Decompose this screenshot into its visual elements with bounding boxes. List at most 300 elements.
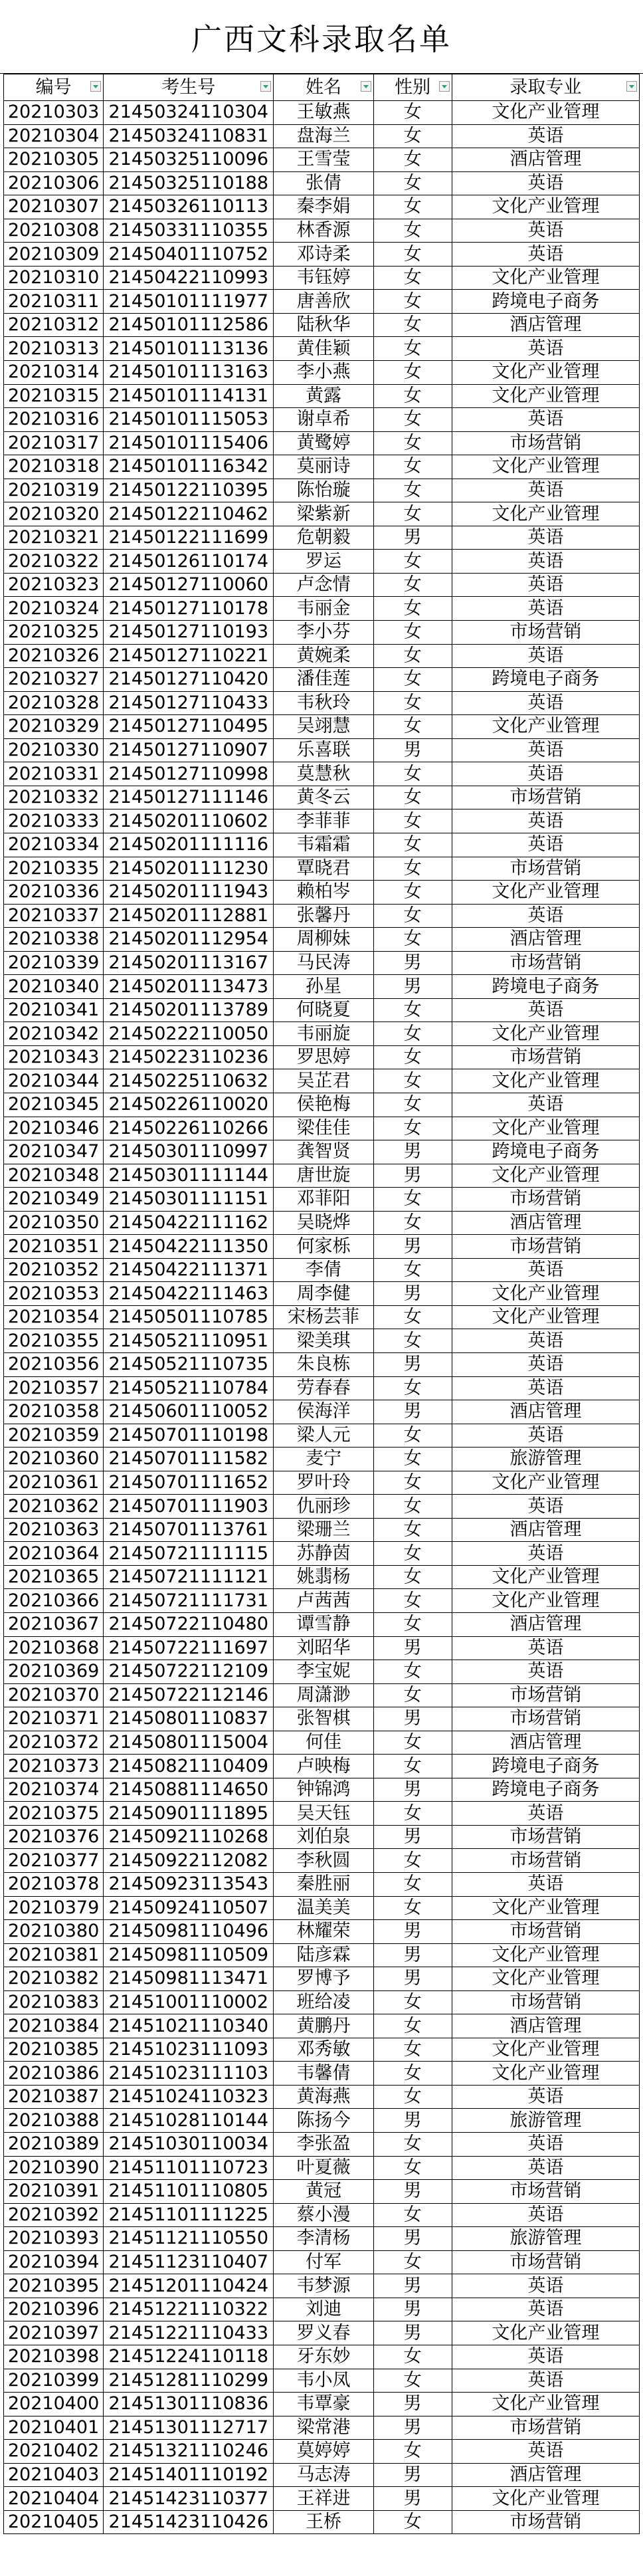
cell-name[interactable]: 韦钰婷 (274, 266, 373, 290)
cell-major[interactable]: 英语 (452, 1873, 639, 1897)
cell-name[interactable]: 王祥进 (274, 2487, 373, 2511)
cell-major[interactable]: 英语 (452, 1542, 639, 1566)
cell-name[interactable]: 张智棋 (274, 1707, 373, 1731)
table-row[interactable] (4, 786, 640, 809)
cell-id[interactable]: 20210395 (4, 2274, 104, 2298)
cell-major[interactable]: 市场营销 (452, 1920, 639, 1944)
cell-gender[interactable]: 男 (373, 1825, 452, 1849)
cell-exam-number[interactable]: 21450101112586 (104, 313, 274, 337)
cell-major[interactable]: 酒店管理 (452, 1731, 639, 1755)
table-row[interactable] (4, 1683, 640, 1707)
table-row[interactable] (4, 502, 640, 526)
table-row[interactable] (4, 1376, 640, 1400)
cell-name[interactable]: 莫婷婷 (274, 2440, 373, 2464)
cell-gender[interactable]: 女 (373, 621, 452, 645)
cell-exam-number[interactable]: 21450127110433 (104, 691, 274, 715)
cell-id[interactable]: 20210362 (4, 1495, 104, 1519)
cell-gender[interactable]: 女 (373, 1045, 452, 1069)
cell-name[interactable]: 周潇渺 (274, 1683, 373, 1707)
cell-id[interactable]: 20210303 (4, 101, 104, 125)
cell-major[interactable]: 酒店管理 (452, 1518, 639, 1542)
cell-name[interactable]: 蔡小漫 (274, 2203, 373, 2227)
cell-exam-number[interactable]: 21450422111463 (104, 1282, 274, 1306)
table-row[interactable] (4, 762, 640, 786)
cell-gender[interactable]: 女 (373, 124, 452, 148)
table-row[interactable] (4, 219, 640, 243)
cell-exam-number[interactable]: 21450222110050 (104, 1022, 274, 1046)
table-row[interactable] (4, 1825, 640, 1849)
cell-exam-number[interactable]: 21450801110837 (104, 1707, 274, 1731)
cell-gender[interactable]: 女 (373, 1896, 452, 1920)
table-row[interactable] (4, 1589, 640, 1613)
cell-name[interactable]: 潘佳莲 (274, 668, 373, 692)
cell-major[interactable]: 英语 (452, 2298, 639, 2321)
cell-exam-number[interactable]: 21450301111151 (104, 1188, 274, 1212)
cell-gender[interactable]: 女 (373, 2250, 452, 2274)
cell-major[interactable]: 文化产业管理 (452, 1896, 639, 1920)
cell-gender[interactable]: 男 (373, 975, 452, 999)
cell-major[interactable]: 市场营销 (452, 786, 639, 809)
cell-exam-number[interactable]: 21450201113473 (104, 975, 274, 999)
cell-exam-number[interactable]: 21450201111943 (104, 881, 274, 905)
cell-major[interactable]: 文化产业管理 (452, 2487, 639, 2511)
cell-major[interactable]: 英语 (452, 904, 639, 928)
cell-id[interactable]: 20210325 (4, 621, 104, 645)
cell-exam-number[interactable]: 21450101115053 (104, 408, 274, 432)
cell-id[interactable]: 20210337 (4, 904, 104, 928)
cell-id[interactable]: 20210387 (4, 2085, 104, 2109)
table-row[interactable] (4, 195, 640, 219)
cell-major[interactable]: 文化产业管理 (452, 1305, 639, 1329)
cell-id[interactable]: 20210358 (4, 1400, 104, 1424)
cell-exam-number[interactable]: 21451281110299 (104, 2369, 274, 2393)
cell-id[interactable]: 20210369 (4, 1660, 104, 1684)
cell-name[interactable]: 宋杨芸菲 (274, 1305, 373, 1329)
cell-id[interactable]: 20210401 (4, 2416, 104, 2440)
cell-id[interactable]: 20210351 (4, 1235, 104, 1259)
table-row[interactable] (4, 1352, 640, 1376)
table-row[interactable] (4, 2393, 640, 2416)
cell-id[interactable]: 20210366 (4, 1589, 104, 1613)
cell-id[interactable]: 20210331 (4, 762, 104, 786)
cell-exam-number[interactable]: 21450127110495 (104, 715, 274, 739)
cell-name[interactable]: 朱良栋 (274, 1352, 373, 1376)
cell-exam-number[interactable]: 21451023111093 (104, 2038, 274, 2062)
cell-exam-number[interactable]: 21451301110836 (104, 2393, 274, 2416)
cell-id[interactable]: 20210379 (4, 1896, 104, 1920)
cell-id[interactable]: 20210371 (4, 1707, 104, 1731)
cell-id[interactable]: 20210404 (4, 2487, 104, 2511)
cell-gender[interactable]: 女 (373, 1660, 452, 1684)
cell-id[interactable]: 20210381 (4, 1943, 104, 1967)
cell-exam-number[interactable]: 21450101113163 (104, 361, 274, 385)
cell-name[interactable]: 卢茜茜 (274, 1589, 373, 1613)
cell-id[interactable]: 20210348 (4, 1164, 104, 1188)
cell-id[interactable]: 20210389 (4, 2133, 104, 2157)
cell-gender[interactable]: 女 (373, 644, 452, 668)
cell-exam-number[interactable]: 21450101113136 (104, 337, 274, 361)
cell-gender[interactable]: 女 (373, 1518, 452, 1542)
cell-name[interactable]: 秦胜丽 (274, 1873, 373, 1897)
table-row[interactable] (4, 1920, 640, 1944)
cell-gender[interactable]: 女 (373, 2369, 452, 2393)
table-row[interactable] (4, 1990, 640, 2014)
table-row[interactable] (4, 266, 640, 290)
cell-id[interactable]: 20210339 (4, 951, 104, 975)
cell-name[interactable]: 李小燕 (274, 361, 373, 385)
cell-gender[interactable]: 男 (373, 2487, 452, 2511)
cell-gender[interactable]: 女 (373, 2038, 452, 2062)
cell-name[interactable]: 刘昭华 (274, 1636, 373, 1660)
cell-name[interactable]: 刘迪 (274, 2298, 373, 2321)
cell-name[interactable]: 唐世旋 (274, 1164, 373, 1188)
cell-id[interactable]: 20210308 (4, 219, 104, 243)
cell-exam-number[interactable]: 21450223110236 (104, 1045, 274, 1069)
table-row[interactable] (4, 2062, 640, 2086)
table-row[interactable] (4, 738, 640, 762)
cell-id[interactable]: 20210312 (4, 313, 104, 337)
cell-major[interactable]: 英语 (452, 1636, 639, 1660)
cell-id[interactable]: 20210345 (4, 1093, 104, 1117)
cell-exam-number[interactable]: 21451001110002 (104, 1990, 274, 2014)
cell-gender[interactable]: 女 (373, 148, 452, 172)
cell-name[interactable]: 钟锦鸿 (274, 1778, 373, 1802)
cell-major[interactable]: 文化产业管理 (452, 2062, 639, 2086)
table-row[interactable] (4, 1235, 640, 1259)
cell-major[interactable]: 酒店管理 (452, 928, 639, 952)
cell-gender[interactable]: 男 (373, 1707, 452, 1731)
cell-exam-number[interactable]: 21450901111895 (104, 1802, 274, 1826)
cell-gender[interactable]: 男 (373, 1400, 452, 1424)
cell-exam-number[interactable]: 21450226110020 (104, 1093, 274, 1117)
cell-major[interactable]: 文化产业管理 (452, 1117, 639, 1140)
cell-name[interactable]: 苏静茵 (274, 1542, 373, 1566)
cell-major[interactable]: 跨境电子商务 (452, 975, 639, 999)
cell-id[interactable]: 20210397 (4, 2321, 104, 2345)
cell-id[interactable]: 20210375 (4, 1802, 104, 1826)
cell-exam-number[interactable]: 21450721111121 (104, 1565, 274, 1589)
cell-exam-number[interactable]: 21450701110198 (104, 1424, 274, 1448)
cell-id[interactable]: 20210313 (4, 337, 104, 361)
cell-major[interactable]: 文化产业管理 (452, 1471, 639, 1495)
cell-gender[interactable]: 女 (373, 1069, 452, 1093)
cell-id[interactable]: 20210360 (4, 1448, 104, 1471)
cell-name[interactable]: 秦李娟 (274, 195, 373, 219)
cell-exam-number[interactable]: 21451030110034 (104, 2133, 274, 2157)
table-row[interactable] (4, 101, 640, 125)
cell-major[interactable]: 英语 (452, 738, 639, 762)
cell-gender[interactable]: 女 (373, 171, 452, 195)
table-row[interactable] (4, 1495, 640, 1519)
cell-exam-number[interactable]: 21451121110550 (104, 2227, 274, 2251)
cell-id[interactable]: 20210363 (4, 1518, 104, 1542)
table-row[interactable] (4, 975, 640, 999)
cell-name[interactable]: 李宝妮 (274, 1660, 373, 1684)
table-row[interactable] (4, 2203, 640, 2227)
cell-name[interactable]: 吴晓烨 (274, 1211, 373, 1235)
table-row[interactable] (4, 1471, 640, 1495)
cell-name[interactable]: 韦丽金 (274, 597, 373, 621)
cell-gender[interactable]: 男 (373, 1920, 452, 1944)
cell-gender[interactable]: 男 (373, 951, 452, 975)
cell-id[interactable]: 20210328 (4, 691, 104, 715)
cell-exam-number[interactable]: 21450201111230 (104, 857, 274, 881)
cell-major[interactable]: 市场营销 (452, 2180, 639, 2204)
cell-exam-number[interactable]: 21451101110805 (104, 2180, 274, 2204)
table-row[interactable] (4, 1660, 640, 1684)
table-row[interactable] (4, 2416, 640, 2440)
cell-gender[interactable]: 女 (373, 857, 452, 881)
cell-name[interactable]: 李倩 (274, 1258, 373, 1282)
cell-id[interactable]: 20210405 (4, 2510, 104, 2534)
cell-id[interactable]: 20210378 (4, 1873, 104, 1897)
table-row[interactable] (4, 2369, 640, 2393)
cell-major[interactable]: 市场营销 (452, 1990, 639, 2014)
cell-id[interactable]: 20210346 (4, 1117, 104, 1140)
cell-name[interactable]: 仇丽珍 (274, 1495, 373, 1519)
table-row[interactable] (4, 621, 640, 645)
cell-name[interactable]: 林耀荣 (274, 1920, 373, 1944)
cell-major[interactable]: 市场营销 (452, 2510, 639, 2534)
filter-dropdown-icon[interactable] (439, 81, 450, 92)
cell-exam-number[interactable]: 21450722112109 (104, 1660, 274, 1684)
table-row[interactable] (4, 479, 640, 502)
cell-exam-number[interactable]: 21450331110355 (104, 219, 274, 243)
cell-id[interactable]: 20210319 (4, 479, 104, 502)
cell-major[interactable]: 跨境电子商务 (452, 668, 639, 692)
filter-dropdown-icon[interactable] (260, 81, 271, 92)
cell-name[interactable]: 马民涛 (274, 951, 373, 975)
cell-major[interactable]: 英语 (452, 1258, 639, 1282)
cell-id[interactable]: 20210355 (4, 1329, 104, 1353)
cell-exam-number[interactable]: 21451201110424 (104, 2274, 274, 2298)
cell-name[interactable]: 莫慧秋 (274, 762, 373, 786)
cell-name[interactable]: 吴天钰 (274, 1802, 373, 1826)
cell-id[interactable]: 20210374 (4, 1778, 104, 1802)
cell-exam-number[interactable]: 21450127110221 (104, 644, 274, 668)
cell-gender[interactable]: 女 (373, 2062, 452, 2086)
cell-gender[interactable]: 女 (373, 1471, 452, 1495)
cell-id[interactable]: 20210347 (4, 1140, 104, 1164)
table-row[interactable] (4, 951, 640, 975)
cell-major[interactable]: 英语 (452, 1329, 639, 1353)
cell-exam-number[interactable]: 21450701111582 (104, 1448, 274, 1471)
cell-exam-number[interactable]: 21450325110096 (104, 148, 274, 172)
cell-id[interactable]: 20210370 (4, 1683, 104, 1707)
cell-major[interactable]: 跨境电子商务 (452, 1755, 639, 1778)
cell-major[interactable]: 文化产业管理 (452, 1164, 639, 1188)
cell-major[interactable]: 文化产业管理 (452, 881, 639, 905)
cell-major[interactable]: 酒店管理 (452, 2463, 639, 2487)
cell-exam-number[interactable]: 21450324110831 (104, 124, 274, 148)
cell-gender[interactable]: 男 (373, 1943, 452, 1967)
cell-major[interactable]: 英语 (452, 550, 639, 574)
cell-id[interactable]: 20210338 (4, 928, 104, 952)
table-row[interactable] (4, 290, 640, 314)
cell-name[interactable]: 李清杨 (274, 2227, 373, 2251)
cell-id[interactable]: 20210315 (4, 384, 104, 408)
cell-gender[interactable]: 女 (373, 786, 452, 809)
cell-name[interactable]: 梁佳佳 (274, 1117, 373, 1140)
cell-major[interactable]: 市场营销 (452, 1045, 639, 1069)
cell-gender[interactable]: 女 (373, 1565, 452, 1589)
cell-major[interactable]: 英语 (452, 1495, 639, 1519)
table-row[interactable] (4, 1188, 640, 1212)
cell-id[interactable]: 20210396 (4, 2298, 104, 2321)
cell-id[interactable]: 20210361 (4, 1471, 104, 1495)
cell-exam-number[interactable]: 21450101116342 (104, 455, 274, 479)
cell-gender[interactable]: 女 (373, 243, 452, 267)
filter-dropdown-icon[interactable] (90, 81, 101, 92)
cell-id[interactable]: 20210327 (4, 668, 104, 692)
cell-gender[interactable]: 女 (373, 337, 452, 361)
cell-name[interactable]: 王雪莹 (274, 148, 373, 172)
cell-major[interactable]: 市场营销 (452, 1235, 639, 1259)
cell-gender[interactable]: 女 (373, 2510, 452, 2534)
cell-major[interactable]: 酒店管理 (452, 313, 639, 337)
cell-id[interactable]: 20210322 (4, 550, 104, 574)
cell-name[interactable]: 危朝毅 (274, 526, 373, 550)
table-row[interactable] (4, 2085, 640, 2109)
cell-name[interactable]: 王敏燕 (274, 101, 373, 125)
cell-id[interactable]: 20210377 (4, 1849, 104, 1873)
table-row[interactable] (4, 1755, 640, 1778)
cell-id[interactable]: 20210383 (4, 1990, 104, 2014)
cell-id[interactable]: 20210353 (4, 1282, 104, 1306)
cell-id[interactable]: 20210392 (4, 2203, 104, 2227)
cell-exam-number[interactable]: 21450126110174 (104, 550, 274, 574)
cell-gender[interactable]: 女 (373, 1448, 452, 1471)
table-row[interactable] (4, 2345, 640, 2369)
cell-id[interactable]: 20210307 (4, 195, 104, 219)
cell-id[interactable]: 20210398 (4, 2345, 104, 2369)
cell-exam-number[interactable]: 21450501110785 (104, 1305, 274, 1329)
cell-major[interactable]: 英语 (452, 408, 639, 432)
cell-exam-number[interactable]: 21450924110507 (104, 1896, 274, 1920)
cell-exam-number[interactable]: 21450701111652 (104, 1471, 274, 1495)
cell-name[interactable]: 韦霜霜 (274, 833, 373, 857)
table-row[interactable] (4, 2440, 640, 2464)
cell-id[interactable]: 20210317 (4, 431, 104, 455)
cell-major[interactable]: 市场营销 (452, 1188, 639, 1212)
table-row[interactable] (4, 1424, 640, 1448)
cell-exam-number[interactable]: 21451221110433 (104, 2321, 274, 2345)
cell-gender[interactable]: 女 (373, 266, 452, 290)
cell-exam-number[interactable]: 21450101111977 (104, 290, 274, 314)
cell-id[interactable]: 20210304 (4, 124, 104, 148)
cell-major[interactable]: 文化产业管理 (452, 1943, 639, 1967)
cell-id[interactable]: 20210372 (4, 1731, 104, 1755)
cell-name[interactable]: 黄婉柔 (274, 644, 373, 668)
cell-major[interactable]: 英语 (452, 762, 639, 786)
cell-major[interactable]: 市场营销 (452, 1707, 639, 1731)
cell-name[interactable]: 姚翡杨 (274, 1565, 373, 1589)
cell-gender[interactable]: 女 (373, 1849, 452, 1873)
cell-id[interactable]: 20210335 (4, 857, 104, 881)
table-row[interactable] (4, 668, 640, 692)
cell-gender[interactable]: 男 (373, 1967, 452, 1991)
cell-id[interactable]: 20210309 (4, 243, 104, 267)
cell-id[interactable]: 20210329 (4, 715, 104, 739)
cell-major[interactable]: 文化产业管理 (452, 1069, 639, 1093)
table-row[interactable] (4, 550, 640, 574)
table-row[interactable] (4, 1329, 640, 1353)
cell-name[interactable]: 韦馨倩 (274, 2062, 373, 2086)
cell-name[interactable]: 黄冬云 (274, 786, 373, 809)
cell-exam-number[interactable]: 21450601110052 (104, 1400, 274, 1424)
cell-exam-number[interactable]: 21450722110480 (104, 1613, 274, 1637)
cell-major[interactable]: 旅游管理 (452, 2109, 639, 2133)
cell-name[interactable]: 罗思婷 (274, 1045, 373, 1069)
cell-major[interactable]: 市场营销 (452, 1683, 639, 1707)
cell-exam-number[interactable]: 21450122110462 (104, 502, 274, 526)
cell-gender[interactable]: 男 (373, 2227, 452, 2251)
table-row[interactable] (4, 243, 640, 267)
cell-name[interactable]: 罗博予 (274, 1967, 373, 1991)
cell-major[interactable]: 文化产业管理 (452, 361, 639, 385)
cell-gender[interactable]: 女 (373, 2345, 452, 2369)
cell-id[interactable]: 20210318 (4, 455, 104, 479)
cell-id[interactable]: 20210402 (4, 2440, 104, 2464)
cell-id[interactable]: 20210305 (4, 148, 104, 172)
filter-dropdown-icon[interactable] (361, 81, 371, 92)
table-row[interactable] (4, 171, 640, 195)
cell-gender[interactable]: 女 (373, 550, 452, 574)
cell-name[interactable]: 谢卓希 (274, 408, 373, 432)
cell-gender[interactable]: 女 (373, 290, 452, 314)
cell-major[interactable]: 酒店管理 (452, 2014, 639, 2038)
cell-name[interactable]: 韦丽旋 (274, 1022, 373, 1046)
cell-gender[interactable]: 女 (373, 1188, 452, 1212)
cell-name[interactable]: 周李健 (274, 1282, 373, 1306)
cell-gender[interactable]: 男 (373, 2109, 452, 2133)
cell-exam-number[interactable]: 21450301110997 (104, 1140, 274, 1164)
cell-id[interactable]: 20210341 (4, 998, 104, 1022)
cell-exam-number[interactable]: 21450101114131 (104, 384, 274, 408)
table-row[interactable] (4, 928, 640, 952)
cell-id[interactable]: 20210344 (4, 1069, 104, 1093)
cell-gender[interactable]: 女 (373, 1683, 452, 1707)
cell-gender[interactable]: 女 (373, 833, 452, 857)
cell-exam-number[interactable]: 21450101115406 (104, 431, 274, 455)
cell-id[interactable]: 20210357 (4, 1376, 104, 1400)
table-row[interactable] (4, 1282, 640, 1306)
table-row[interactable] (4, 1258, 640, 1282)
cell-exam-number[interactable]: 21451224110118 (104, 2345, 274, 2369)
cell-major[interactable]: 英语 (452, 2085, 639, 2109)
cell-name[interactable]: 张馨丹 (274, 904, 373, 928)
table-row[interactable] (4, 644, 640, 668)
table-row[interactable] (4, 809, 640, 833)
cell-exam-number[interactable]: 21450981113471 (104, 1967, 274, 1991)
cell-name[interactable]: 罗叶玲 (274, 1471, 373, 1495)
cell-name[interactable]: 邓菲阳 (274, 1188, 373, 1212)
cell-exam-number[interactable]: 21450326110113 (104, 195, 274, 219)
cell-name[interactable]: 谭雪静 (274, 1613, 373, 1637)
table-row[interactable] (4, 573, 640, 597)
table-row[interactable] (4, 1211, 640, 1235)
cell-major[interactable]: 旅游管理 (452, 2227, 639, 2251)
cell-id[interactable]: 20210321 (4, 526, 104, 550)
cell-id[interactable]: 20210343 (4, 1045, 104, 1069)
cell-name[interactable]: 韦覃豪 (274, 2393, 373, 2416)
cell-gender[interactable]: 女 (373, 1305, 452, 1329)
table-row[interactable] (4, 998, 640, 1022)
cell-major[interactable]: 英语 (452, 2274, 639, 2298)
cell-id[interactable]: 20210354 (4, 1305, 104, 1329)
cell-exam-number[interactable]: 21451423110377 (104, 2487, 274, 2511)
cell-gender[interactable]: 女 (373, 1990, 452, 2014)
